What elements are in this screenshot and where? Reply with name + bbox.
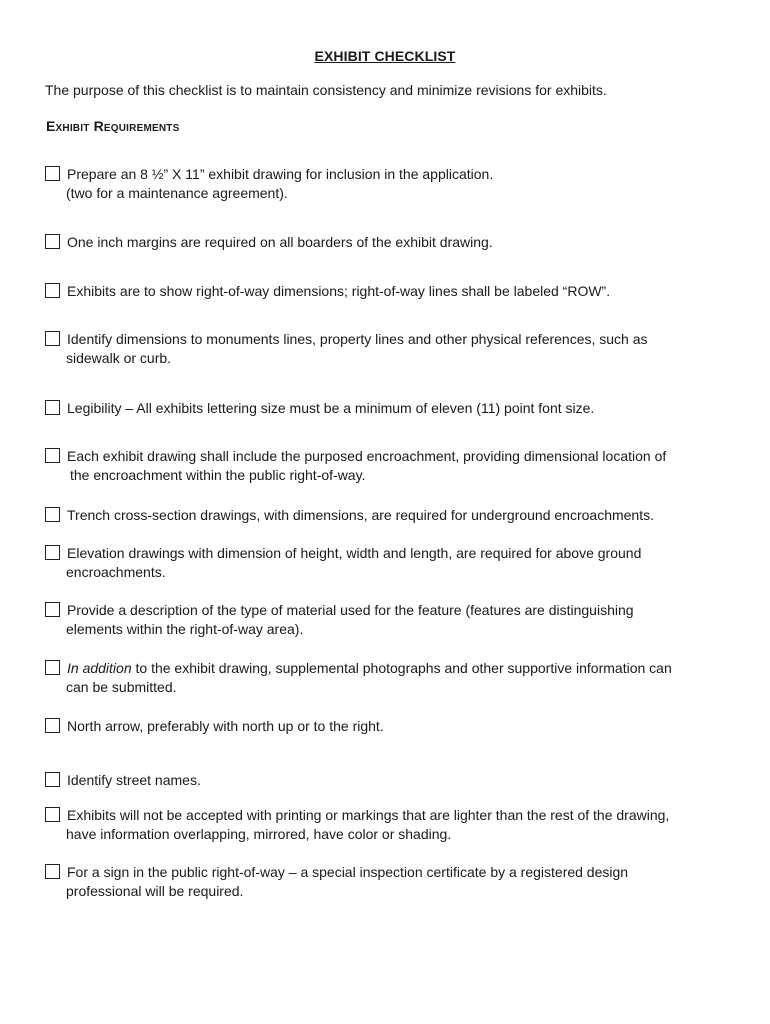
item-text: Legibility – All exhibits lettering size must be a minimum of eleven (11) point font size. xyxy=(67,400,595,416)
checkbox[interactable] xyxy=(45,400,60,415)
checklist-item xyxy=(45,330,735,368)
checklist-item xyxy=(45,544,735,582)
intro-text: The purpose of this checklist is to maintain consistency and minimize revisions for exhibits. xyxy=(45,82,607,98)
item-text-continued: have information overlapping, mirrored, have color or shading. xyxy=(66,826,452,842)
checkbox[interactable] xyxy=(45,331,60,346)
checklist-item xyxy=(45,506,735,525)
section-heading: Exhibit Requirements xyxy=(46,118,180,134)
item-text-continued: the encroachment within the public right-of-way. xyxy=(70,467,366,483)
item-text: Exhibits are to show right-of-way dimensions; right-of-way lines shall be labeled “ROW”. xyxy=(67,283,611,299)
item-text: Elevation drawings with dimension of height, width and length, are required for above ground xyxy=(67,545,642,561)
item-text: Trench cross-section drawings, with dimensions, are required for underground encroachments. xyxy=(67,507,654,523)
checklist-item xyxy=(45,233,735,252)
item-text: North arrow, preferably with north up or to the right. xyxy=(67,718,384,734)
checkbox[interactable] xyxy=(45,545,60,560)
item-text: Prepare an 8 ½” X 11” exhibit drawing for inclusion in the application. xyxy=(67,166,494,182)
item-text: For a sign in the public right-of-way – a special inspection certificate by a registered design xyxy=(67,864,629,880)
checklist-item xyxy=(45,863,735,901)
checkbox[interactable] xyxy=(45,602,60,617)
checkbox[interactable] xyxy=(45,283,60,298)
item-text-italic: In addition xyxy=(67,660,132,676)
item-text: Identify street names. xyxy=(67,772,201,788)
checkbox[interactable] xyxy=(45,772,60,787)
item-text-continued: can be submitted. xyxy=(66,679,177,695)
item-text-continued: elements within the right-of-way area). xyxy=(66,621,304,637)
item-text: to the exhibit drawing, supplemental photographs and other supportive information can xyxy=(131,660,672,676)
item-text: Exhibits will not be accepted with printing or markings that are lighter than the rest of the drawing, xyxy=(67,807,670,823)
item-text-continued: professional will be required. xyxy=(66,883,244,899)
checklist-item xyxy=(45,165,735,203)
item-text: Identify dimensions to monuments lines, property lines and other physical references, such as xyxy=(67,331,648,347)
checklist-item xyxy=(45,806,735,844)
item-text: Each exhibit drawing shall include the purposed encroachment, providing dimensional location of xyxy=(67,448,667,464)
checkbox[interactable] xyxy=(45,718,60,733)
checklist-item xyxy=(45,771,735,790)
checklist-item xyxy=(45,717,735,736)
checklist-item xyxy=(45,282,735,301)
checkbox[interactable] xyxy=(45,864,60,879)
checkbox[interactable] xyxy=(45,660,60,675)
checkbox[interactable] xyxy=(45,507,60,522)
checklist-item xyxy=(45,447,735,485)
item-text: Provide a description of the type of material used for the feature (features are distinguishing xyxy=(67,602,634,618)
item-text-continued: encroachments. xyxy=(66,564,166,580)
page-title: EXHIBIT CHECKLIST xyxy=(314,48,456,64)
item-text: One inch margins are required on all boarders of the exhibit drawing. xyxy=(67,234,493,250)
checkbox[interactable] xyxy=(45,807,60,822)
checklist-item xyxy=(45,399,735,418)
checkbox[interactable] xyxy=(45,448,60,463)
checkbox[interactable] xyxy=(45,166,60,181)
item-text-continued: (two for a maintenance agreement). xyxy=(66,185,288,201)
checklist-item xyxy=(45,659,735,697)
checklist-item xyxy=(45,601,735,639)
item-text-continued: sidewalk or curb. xyxy=(66,350,172,366)
checkbox[interactable] xyxy=(45,234,60,249)
